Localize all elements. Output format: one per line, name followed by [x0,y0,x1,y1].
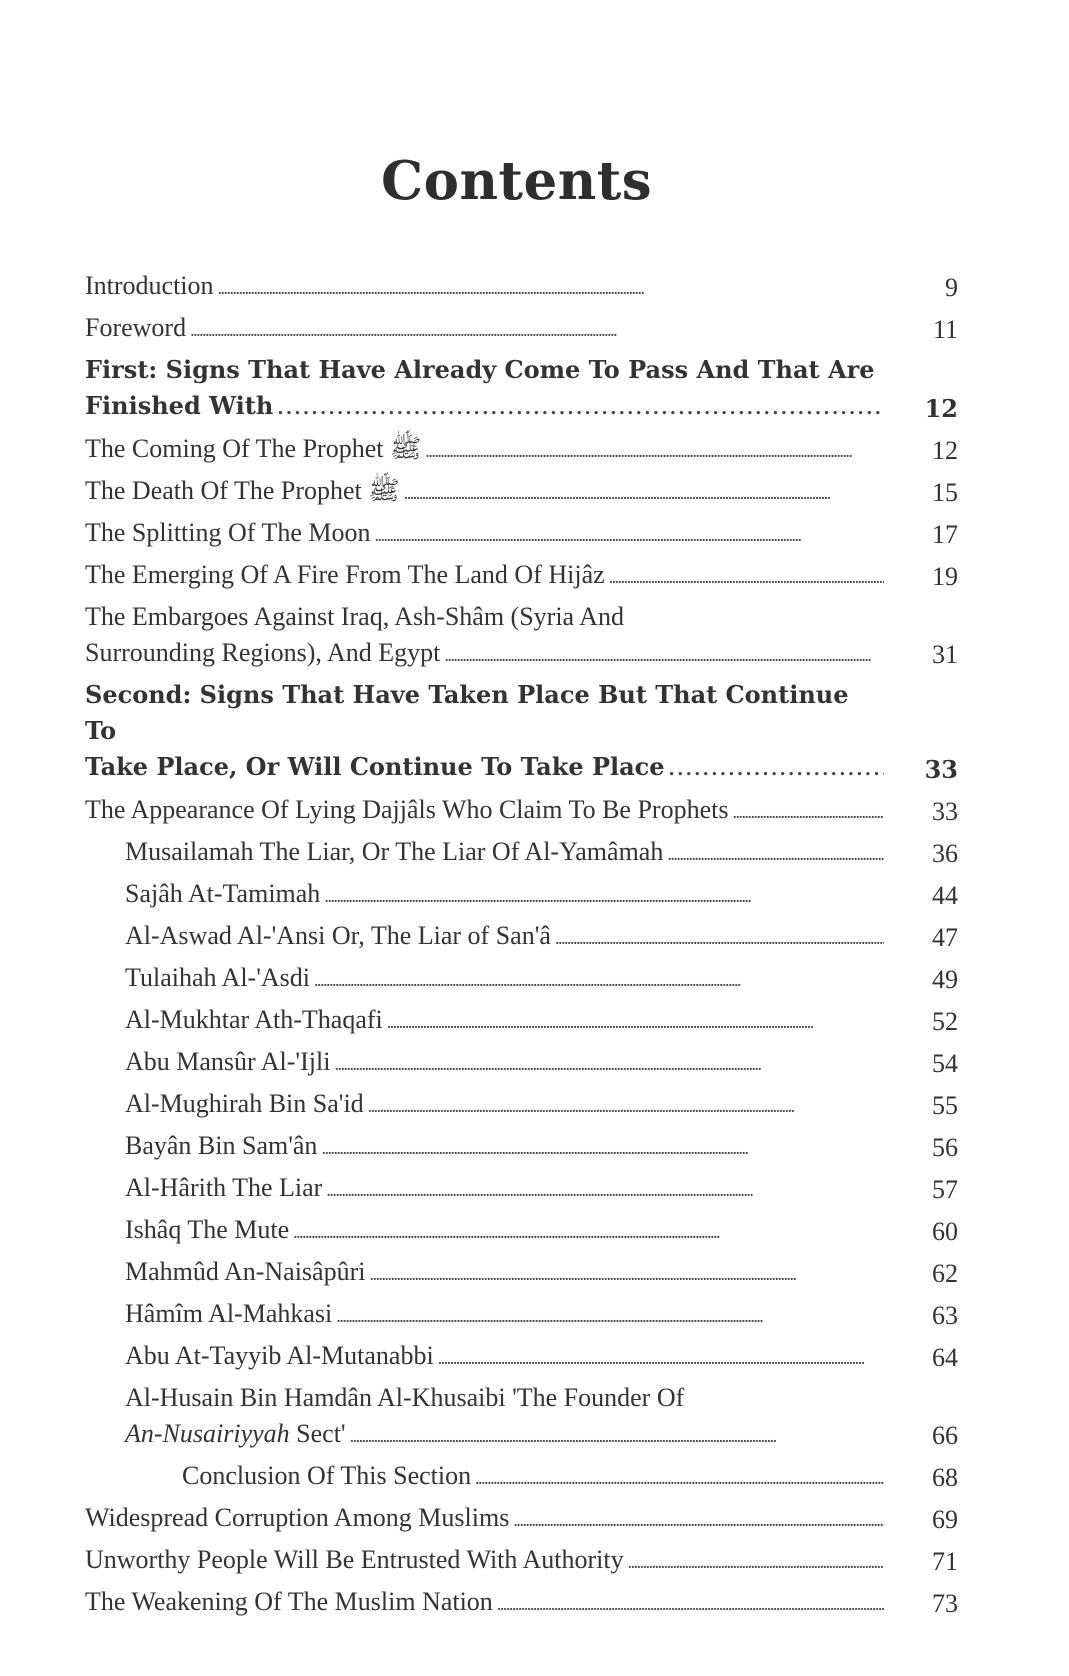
toc-entry-label: Al-Hârith The Liar [125,1173,323,1202]
toc-entry[interactable] [85,473,958,511]
toc-entry-title [125,1254,958,1292]
toc-entry[interactable] [85,515,958,553]
dot-leader [369,1254,884,1292]
dot-leader [293,1212,884,1250]
toc-entry[interactable] [125,1212,958,1250]
toc-entry-title [85,557,958,595]
dot-leader [387,1002,884,1040]
dot-leader [321,1128,884,1166]
table-of-contents [85,268,958,1626]
toc-entry[interactable] [125,834,958,872]
toc-page-number: 71 [932,1547,958,1576]
toc-page-number: 73 [932,1589,958,1618]
toc-entry-title [125,1170,958,1208]
toc-entry-label: Tulaihah Al-'Asdi [125,963,311,992]
toc-entry[interactable] [85,677,958,788]
toc-entry-title [125,1086,958,1124]
toc-page-number: 19 [932,562,958,591]
dot-leader [628,1542,884,1580]
toc-entry-title [85,1542,958,1580]
toc-entry[interactable] [125,1380,958,1454]
toc-entry-label: Foreword [85,313,187,342]
toc-entry-title-italic: An-Nusairiyyah [125,1419,290,1448]
toc-page-number: 17 [932,520,958,549]
toc-entry-label: Sajâh At-Tamimah [125,879,321,908]
toc-page-number: 33 [932,797,958,826]
dot-leader [667,834,884,872]
dot-leader [555,918,884,956]
toc-entry-title [85,268,958,306]
dot-leader [324,876,884,914]
toc-page-number: 52 [932,1007,958,1036]
toc-entry-label: The Death Of The Prophet ﷺ [85,476,400,505]
toc-page-number: 49 [932,965,958,994]
toc-entry-label: Abu At-Tayyib Al-Mutanabbi [125,1341,434,1370]
toc-page-number: 55 [932,1091,958,1120]
dot-leader [336,1296,884,1334]
dot-leader [334,1044,884,1082]
dot-leader [277,388,884,427]
dot-leader [218,268,884,306]
toc-entry-label: The Weakening Of The Muslim Nation [85,1587,493,1616]
toc-entry-label: Introduction [85,271,214,300]
toc-entry-label: Al-Aswad Al-'Ansi Or, The Liar of San'â [125,921,551,950]
toc-page-number: 57 [932,1175,958,1204]
dot-leader [669,749,884,788]
toc-entry-title [125,1416,958,1454]
dot-leader [375,515,884,553]
toc-entry-title [125,1128,958,1166]
toc-entry[interactable] [125,1338,958,1376]
toc-page-number: 12 [932,436,958,465]
toc-entry-label: Widespread Corruption Among Muslims [85,1503,510,1532]
toc-entry-title [125,1044,958,1082]
toc-entry[interactable] [125,1296,958,1334]
toc-entry-label: The Splitting Of The Moon [85,518,371,547]
toc-entry[interactable] [125,960,958,998]
toc-entry[interactable] [85,792,958,830]
toc-entry-label: Musailamah The Liar, Or The Liar Of Al-Yamâmah [125,837,664,866]
page-title: Contents [380,150,653,212]
toc-entry-title [125,960,958,998]
toc-entry-title [85,749,958,788]
dot-leader [314,960,884,998]
toc-page-number: 56 [932,1133,958,1162]
toc-entry[interactable] [85,1500,958,1538]
toc-entry-title [85,1584,958,1622]
dot-leader [326,1170,884,1208]
toc-entry-title [85,1500,958,1538]
toc-entry[interactable] [85,1584,958,1622]
dot-leader [444,635,884,673]
toc-page-number: 36 [932,839,958,868]
toc-entry-title [85,388,958,427]
dot-leader [732,792,884,830]
toc-entry[interactable] [125,1002,958,1040]
toc-entry-label: The Appearance Of Lying Dajjâls Who Claim To Be Prophets [85,795,729,824]
toc-entry-title [125,918,958,956]
toc-entry-label: The Emerging Of A Fire From The Land Of Hijâz [85,560,605,589]
toc-page-number: 63 [932,1301,958,1330]
toc-entry-title [182,1458,958,1496]
toc-entry[interactable] [85,599,958,673]
toc-page-number: 11 [932,315,958,344]
toc-entry-title [85,310,958,348]
toc-entry-title [125,1002,958,1040]
toc-page-number: 31 [932,640,958,669]
toc-entry[interactable] [85,268,958,306]
toc-entry-title [85,473,958,511]
toc-entry[interactable] [85,1542,958,1580]
toc-entry-title [85,515,958,553]
dot-leader [513,1500,884,1538]
toc-entry[interactable] [85,431,958,469]
toc-entry[interactable] [125,1128,958,1166]
dot-leader [425,431,884,469]
toc-entry-label: Sect' [289,1419,346,1448]
toc-entry-label: Mahmûd An-Naisâpûri [125,1257,366,1286]
dot-leader [404,473,884,511]
toc-entry[interactable] [125,1170,958,1208]
toc-page-number: 12 [924,394,958,423]
dot-leader [475,1458,884,1496]
dot-leader [438,1338,884,1376]
toc-entry-title [125,834,958,872]
toc-entry-label: Hâmîm Al-Mahkasi [125,1299,333,1328]
toc-entry-title [85,792,958,830]
toc-entry[interactable] [125,876,958,914]
toc-entry-label: Al-Mughirah Bin Sa'id [125,1089,364,1118]
toc-entry-label: Bayân Bin Sam'ân [125,1131,318,1160]
toc-entry-title [85,635,958,673]
toc-entry[interactable] [85,557,958,595]
dot-leader [350,1416,884,1454]
toc-entry[interactable] [125,1044,958,1082]
dot-leader [609,557,884,595]
toc-page-number: 33 [924,755,958,784]
toc-entry[interactable] [125,918,958,956]
toc-entry-title-line: The Embargoes Against Iraq, Ash-Shâm (Syria And [85,602,624,631]
toc-page-number: 68 [932,1463,958,1492]
toc-page-number: 60 [932,1217,958,1246]
toc-entry-title-line: Al-Husain Bin Hamdân Al-Khusaibi 'The Founder Of [125,1383,685,1412]
toc-entry-label: Finished With [85,391,274,420]
toc-entry-title [125,1338,958,1376]
dot-leader [497,1584,884,1622]
dot-leader [368,1086,884,1124]
toc-page-number: 66 [932,1421,958,1450]
toc-entry[interactable] [125,1254,958,1292]
toc-entry-label: Abu Mansûr Al-'Ijli [125,1047,331,1076]
toc-entry[interactable] [125,1086,958,1124]
toc-page-number: 15 [932,478,958,507]
toc-page-number: 9 [945,273,958,302]
toc-entry-label: Conclusion Of This Section [182,1461,472,1490]
toc-page-number: 44 [932,881,958,910]
toc-entry-title-line: First: Signs That Have Already Come To Pass And That Are [85,355,875,384]
toc-entry[interactable] [182,1458,958,1496]
toc-page-number: 62 [932,1259,958,1288]
toc-entry-label: Ishâq The Mute [125,1215,290,1244]
toc-entry-label: Surrounding Regions), And Egypt [85,638,441,667]
toc-page-number: 69 [932,1505,958,1534]
toc-page-number: 47 [932,923,958,952]
toc-page-number: 64 [932,1343,958,1372]
toc-page-number: 54 [932,1049,958,1078]
dot-leader [190,310,884,348]
toc-entry-title-line: Second: Signs That Have Taken Place But That Continue To [85,680,849,745]
toc-entry-title [85,431,958,469]
toc-entry-label: Take Place, Or Will Continue To Take Place [85,752,665,781]
toc-entry-title [125,1296,958,1334]
toc-entry-title [125,876,958,914]
toc-entry-title [125,1212,958,1250]
toc-entry-label: Al-Mukhtar Ath-Thaqafi [125,1005,383,1034]
toc-entry[interactable] [85,352,958,427]
toc-entry[interactable] [85,310,958,348]
toc-entry-label: The Coming Of The Prophet ﷺ [85,434,422,463]
toc-entry-label: Unworthy People Will Be Entrusted With Authority [85,1545,624,1574]
